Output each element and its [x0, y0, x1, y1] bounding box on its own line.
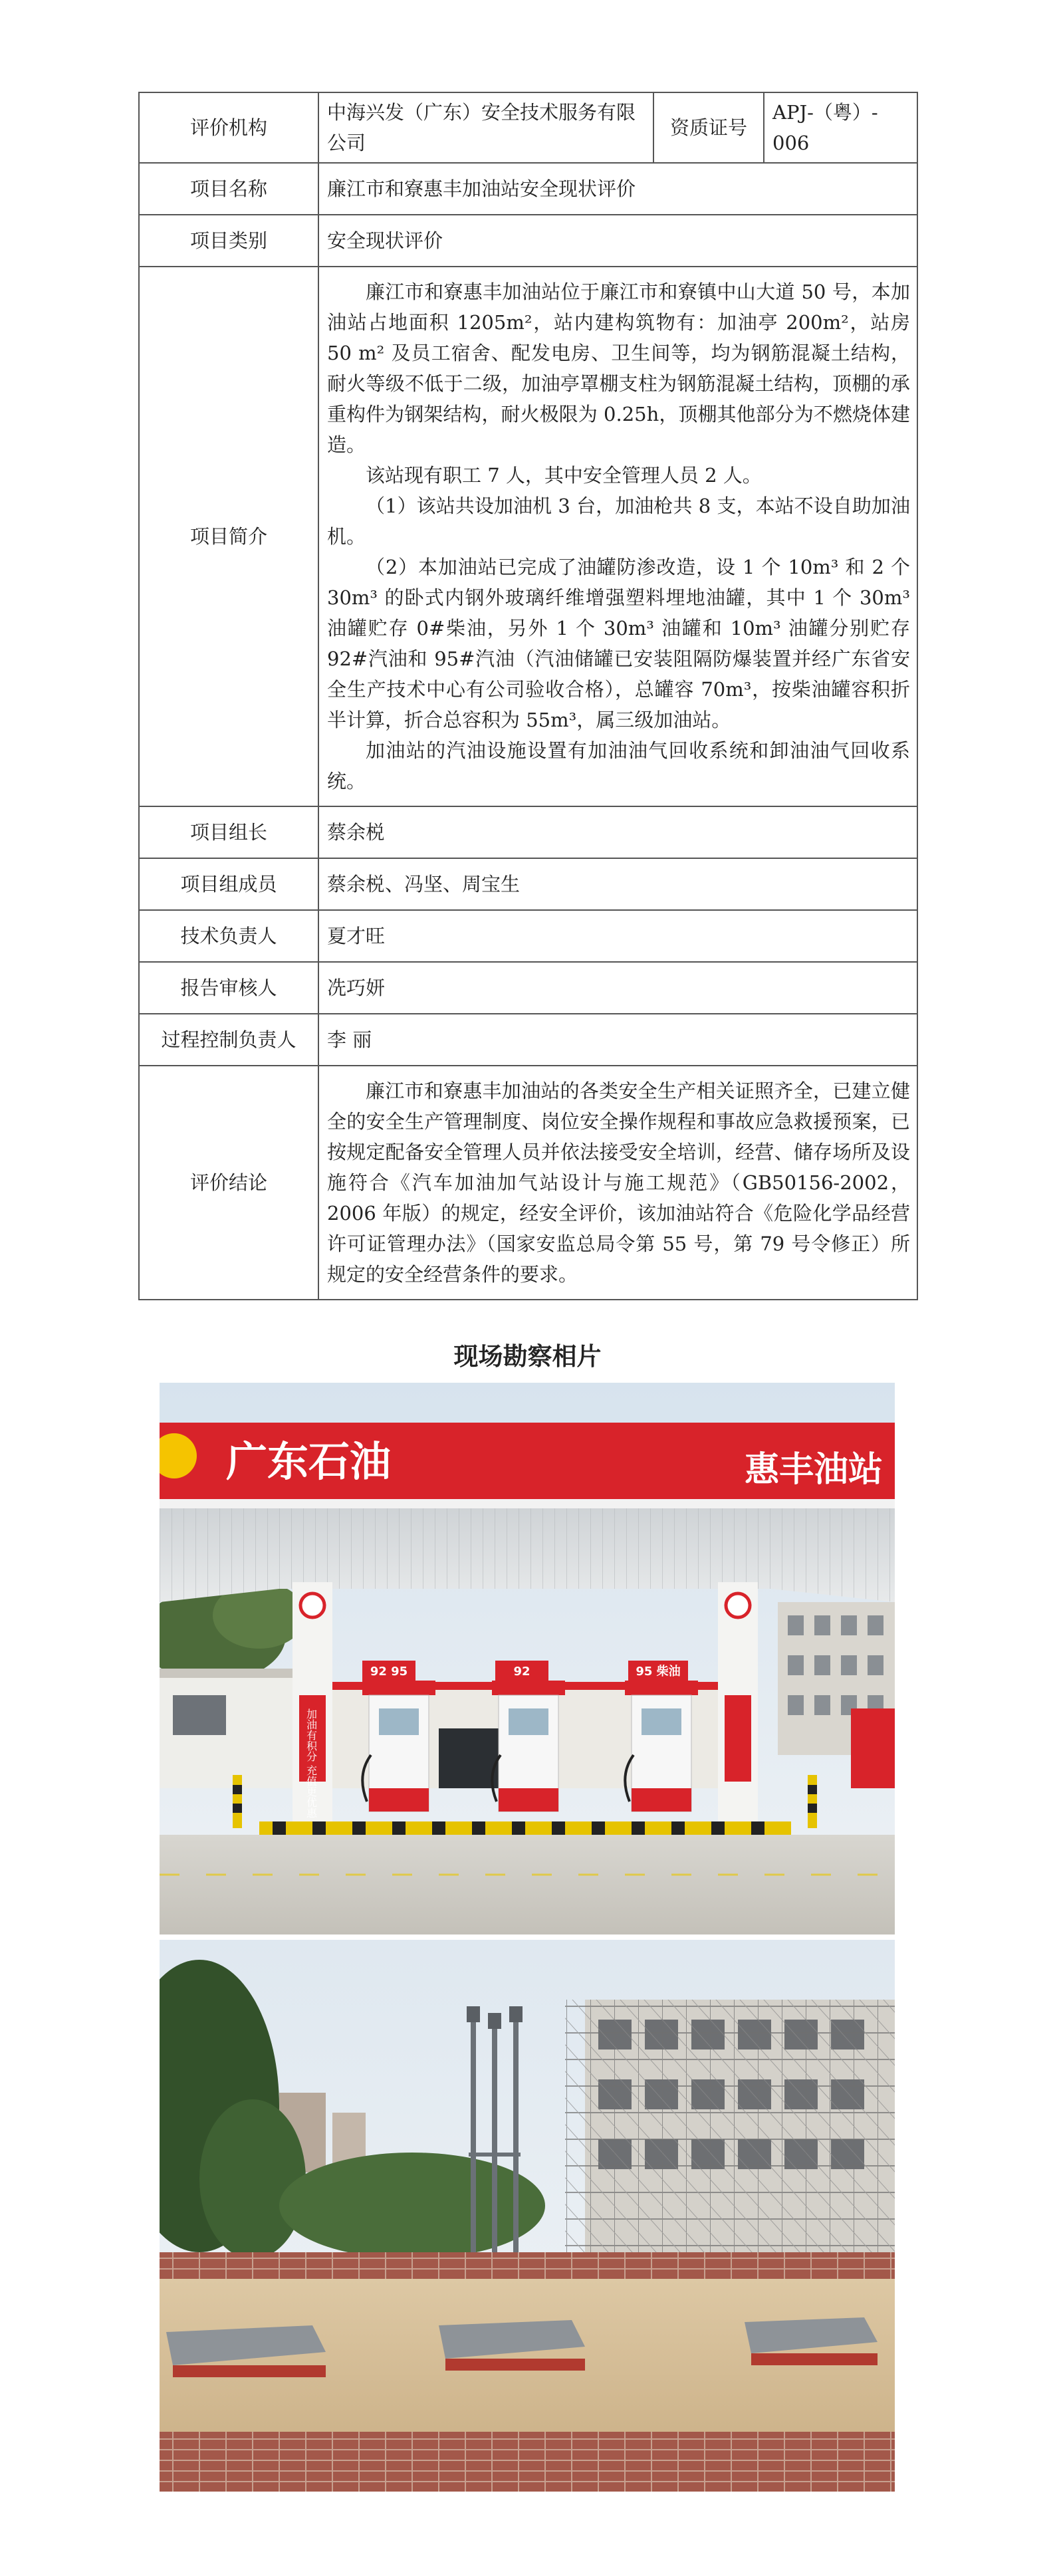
pump-label: 92 95 [370, 1665, 408, 1679]
table-row [139, 215, 917, 267]
intro-paragraph: 该站现有职工 7 人，其中安全管理人员 2 人。 [366, 464, 762, 487]
conclusion-label: 评价结论 [139, 1066, 318, 1300]
table-row [139, 962, 917, 1014]
table-row [139, 92, 917, 163]
station-photo-drawing [160, 1383, 895, 1934]
conclusion-paragraph: 廉江市和寮惠丰加油站的各类安全生产相关证照齐全，已建立健全的安全生产管理制度、岗位安全操作规程和事故应急救援预案，已按规定配备安全管理人员并依法接受安全培训，经营、储存场所及设施符合《汽车加油加气站设计与施工规范》（GB50156-2002，2006 年版）的规定，经安全评价，该加油站符合《危险化学品经营许可证管理办法》（国家安监总局令第 55 号，第 79 号令修正）所规定的安全经营条件的要求。 [327, 1080, 910, 1286]
project-type-value: 安全现状评价 [318, 215, 917, 267]
pillar-banner-text: 加油有积分 充值更优惠 [304, 1708, 318, 1819]
table-row [139, 910, 917, 962]
table-row [139, 267, 917, 806]
tech-value: 夏才旺 [318, 910, 917, 962]
reviewer-value: 冼巧妍 [318, 962, 917, 1014]
intro-paragraph: （1）该站共设加油机 3 台，加油枪共 8 支，本站不设自助加油机。 [327, 495, 910, 548]
table-row [139, 858, 917, 910]
project-name-label: 项目名称 [139, 163, 318, 215]
table-row [139, 1014, 917, 1066]
photo-section-title: 现场勘察相片 [453, 1342, 602, 1371]
process-label: 过程控制负责人 [139, 1014, 318, 1066]
fuel-pump [492, 1661, 565, 1812]
tank-cover [166, 2325, 326, 2377]
tech-label: 技术负责人 [139, 910, 318, 962]
pump-label: 92 [513, 1665, 530, 1679]
intro-label: 项目简介 [139, 267, 318, 806]
intro-text [318, 267, 917, 806]
tank-area-photo-drawing [160, 1940, 895, 2492]
canopy-sign-right: 惠丰油站 [745, 1450, 883, 1490]
intro-paragraph: 加油站的汽油设施设置有加油油气回收系统和卸油油气回收系统。 [327, 739, 910, 792]
fuel-pump [625, 1661, 698, 1812]
process-value: 李 丽 [318, 1014, 917, 1066]
org-value: 中海兴发（广东）安全技术服务有限公司 [318, 92, 653, 163]
intro-paragraph: （2）本加油站已完成了油罐防渗改造，设 1 个 10m³ 和 2 个 30m³ 的卧式内钢外玻璃纤维增强塑料埋地油罐，其中 1 个 30m³ 油罐贮存 0#柴油，另外 1 个 30m³ 油罐和 10m³ 油罐分别贮存 92#汽油和 95#汽油（汽油储罐已安装阻隔防爆装置并经广东省安全生产技术中心有公司验收合格），总罐容 70m³，按柴油罐容积折半计算，折合总容积为 55m³，属三级加油站。 [327, 556, 910, 731]
table-row [139, 806, 917, 858]
leader-label: 项目组长 [139, 806, 318, 858]
table-row [139, 163, 917, 215]
tank-area-photo [160, 1940, 895, 2492]
tank-cover [745, 2317, 878, 2365]
tank-cover [439, 2320, 585, 2371]
pump-label: 95 柴油 [636, 1665, 681, 1679]
conclusion-text [318, 1066, 917, 1300]
cert-label: 资质证号 [653, 92, 764, 163]
leader-value: 蔡余棁 [318, 806, 917, 858]
fuel-pump [362, 1661, 435, 1812]
cert-value: APJ-（粤）- 006 [764, 92, 917, 163]
project-info-table [138, 92, 918, 1300]
station-photo [160, 1383, 895, 1934]
org-label: 评价机构 [139, 92, 318, 163]
canopy-sign-left: 广东石油 [226, 1437, 392, 1486]
report-sheet [138, 92, 918, 1300]
project-type-label: 项目类别 [139, 215, 318, 267]
members-value: 蔡余棁、冯坚、周宝生 [318, 858, 917, 910]
table-row [139, 1066, 917, 1300]
intro-paragraph: 廉江市和寮惠丰加油站位于廉江市和寮镇中山大道 50 号，本加油站占地面积 1205m²，站内建构筑物有：加油亭 200m²，站房 50 m² 及员工宿舍、配发电房、卫生间等，均为钢筋混凝土结构，耐火等级不低于二级，加油亭罩棚支柱为钢筋混凝土结构，顶棚的承重构件为钢架结构，耐火极限为 0.25h，顶棚其他部分为不燃烧体建造。 [327, 281, 910, 456]
members-label: 项目组成员 [139, 858, 318, 910]
project-name-value: 廉江市和寮惠丰加油站安全现状评价 [318, 163, 917, 215]
reviewer-label: 报告审核人 [139, 962, 318, 1014]
